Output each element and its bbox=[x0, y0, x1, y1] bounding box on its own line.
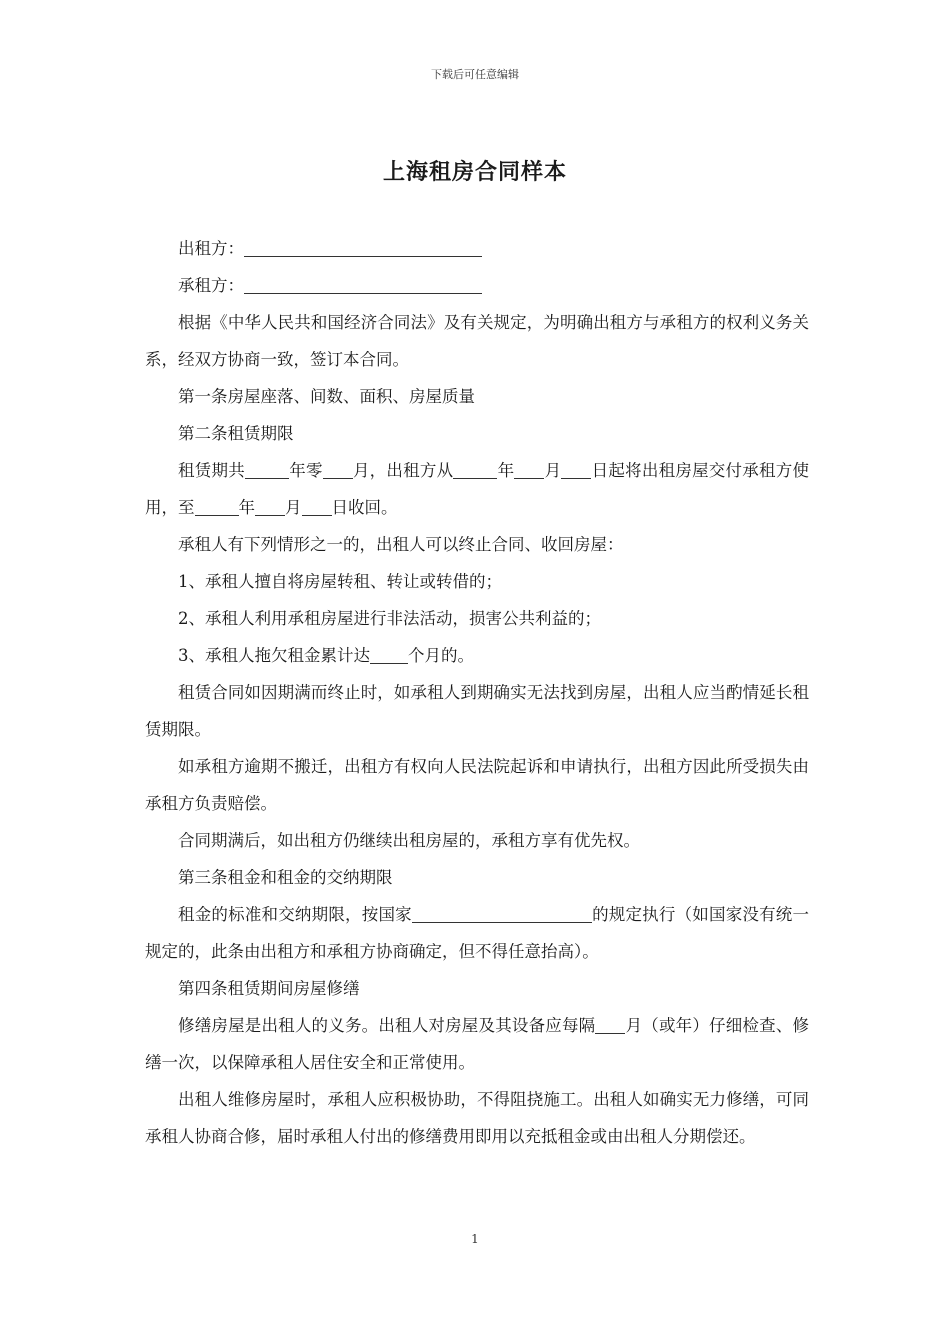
term-text: 月，出租方从 bbox=[352, 461, 454, 480]
item-3-text: 个月的。 bbox=[408, 646, 474, 665]
article-2-heading: 第二条租赁期限 bbox=[178, 424, 294, 443]
article-4-heading: 第四条租赁期间房屋修缮 bbox=[178, 979, 360, 998]
repair-paragraph-1 bbox=[145, 1007, 809, 1081]
termination-item-2: 2、承租人利用承租房屋进行非法活动，损害公共利益的； bbox=[178, 609, 601, 628]
overdue-paragraph: 如承租方逾期不搬迁，出租方有权向人民法院起诉和申请执行，出租方因此所受损失由承租方负责赔偿。 bbox=[145, 757, 809, 813]
document-body bbox=[145, 230, 809, 1155]
lease-term-paragraph bbox=[145, 452, 809, 526]
end-year-blank[interactable] bbox=[195, 497, 239, 516]
repair-text: 修缮房屋是出租人的义务。出租人对房屋及其设备应每隔 bbox=[178, 1016, 596, 1035]
intro-paragraph: 根据《中华人民共和国经济合同法》及有关规定，为明确出租方与承租方的权利义务关系，经双方协商一致，签订本合同。 bbox=[145, 313, 809, 369]
start-month-blank[interactable] bbox=[514, 460, 544, 479]
term-text: 租赁期共 bbox=[178, 461, 245, 480]
repair-text: 月（或年）仔细检查、修缮一次，以保障承租人居住安全和正常使用。 bbox=[145, 1016, 810, 1072]
termination-intro: 承租人有下列情形之一的，出租人可以终止合同、收回房屋： bbox=[178, 535, 624, 554]
extension-paragraph: 租赁合同如因期满而终止时，如承租人到期确实无法找到房屋，出租人应当酌情延长租赁期限。 bbox=[145, 683, 809, 739]
end-day-blank[interactable] bbox=[302, 497, 332, 516]
arrears-months-blank[interactable] bbox=[370, 645, 408, 664]
rent-text: 租金的标准和交纳期限，按国家 bbox=[178, 905, 412, 924]
article-3-heading: 第三条租金和租金的交纳期限 bbox=[178, 868, 393, 887]
repair-paragraph-2: 出租人维修房屋时，承租人应积极协助，不得阻挠施工。出租人如确实无力修缮，可同承租人协商合修，届时承租人付出的修缮费用即用以充抵租金或由出租人分期偿还。 bbox=[145, 1090, 809, 1146]
start-day-blank[interactable] bbox=[561, 460, 591, 479]
rent-standard-blank[interactable] bbox=[412, 904, 592, 923]
term-text: 月 bbox=[285, 498, 302, 517]
lessor-line bbox=[145, 230, 809, 267]
term-text: 年零 bbox=[288, 461, 323, 480]
term-text: 年 bbox=[238, 498, 255, 517]
rent-text: 的规定执行（如国家没有统一规定的，此条由出租方和承租方协商确定，但不得任意抬高）。 bbox=[145, 905, 810, 961]
inspection-interval-blank[interactable] bbox=[595, 1015, 625, 1034]
document-title: 上海租房合同样本 bbox=[382, 159, 567, 185]
lessee-label: 承租方： bbox=[178, 276, 244, 295]
term-years-blank[interactable] bbox=[245, 460, 289, 479]
page-number: 1 bbox=[471, 1232, 479, 1246]
term-text: 月 bbox=[544, 461, 562, 480]
start-year-blank[interactable] bbox=[453, 460, 497, 479]
header-note: 下载后可任意编辑 bbox=[431, 68, 519, 81]
lessor-label: 出租方： bbox=[178, 239, 244, 258]
termination-item-3 bbox=[145, 637, 809, 674]
end-month-blank[interactable] bbox=[255, 497, 285, 516]
lessee-blank[interactable] bbox=[244, 275, 482, 294]
item-3-text: 3、承租人拖欠租金累计达 bbox=[178, 646, 370, 665]
term-text: 日起将出租房屋交付承租方使用，至 bbox=[145, 461, 810, 517]
term-months-blank[interactable] bbox=[323, 460, 353, 479]
article-1-heading: 第一条房屋座落、间数、面积、房屋质量 bbox=[178, 387, 475, 406]
lessee-line bbox=[145, 267, 809, 304]
priority-paragraph: 合同期满后，如出租方仍继续出租房屋的，承租方享有优先权。 bbox=[178, 831, 640, 850]
lessor-blank[interactable] bbox=[244, 238, 482, 257]
rent-paragraph bbox=[145, 896, 809, 970]
termination-item-1: 1、承租人擅自将房屋转租、转让或转借的； bbox=[178, 572, 502, 591]
term-text: 年 bbox=[497, 461, 515, 480]
term-text: 日收回。 bbox=[331, 498, 398, 517]
